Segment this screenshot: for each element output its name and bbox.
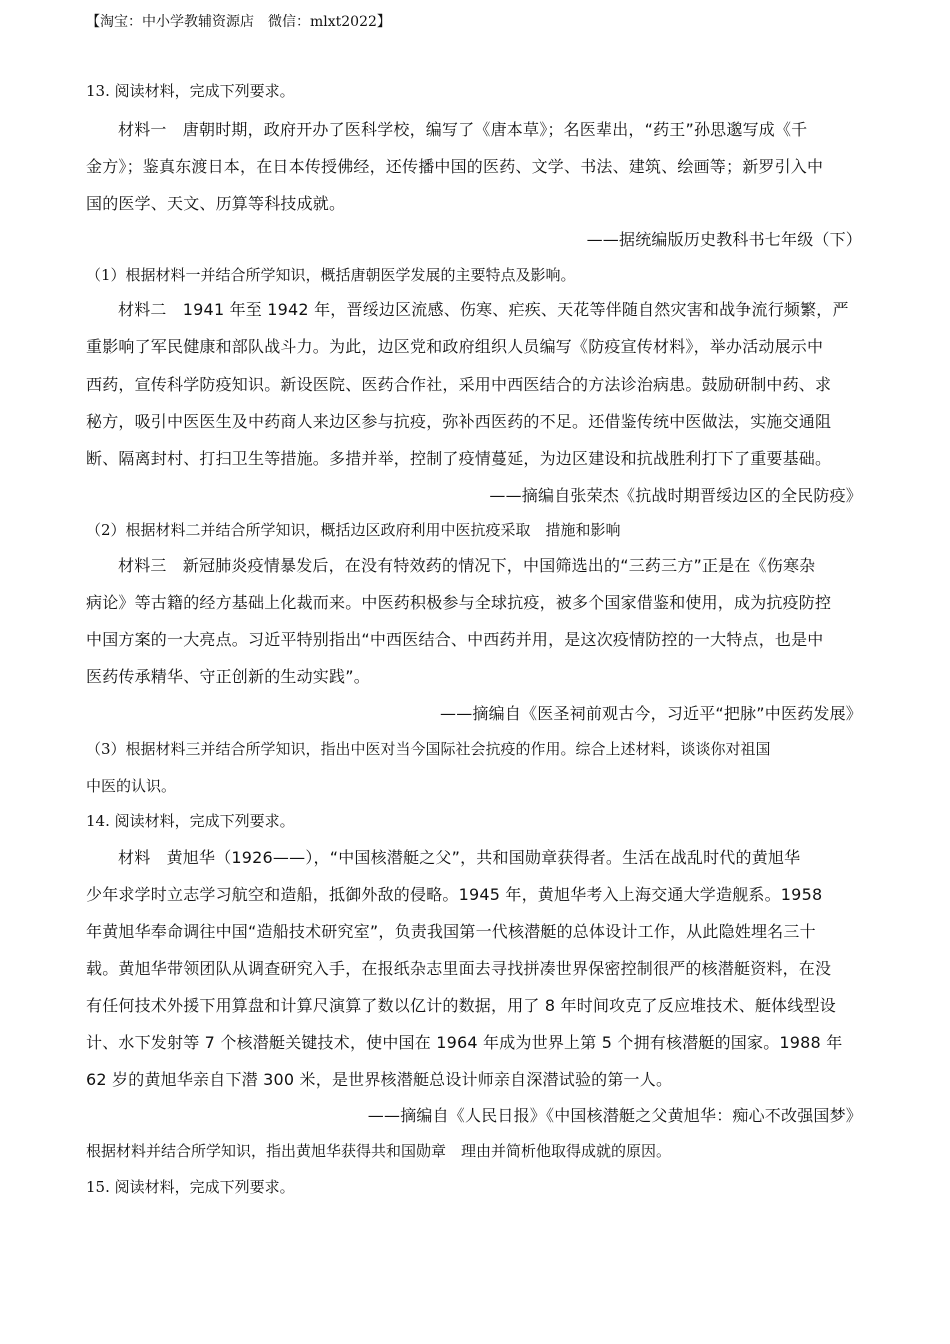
- q13-material2-line3: 西药，宣传科学防疫知识。新设医院、医药合作社，采用中西医结合的方法诊治病患。鼓励研制中药、求: [86, 375, 832, 394]
- q13-question1: （1）根据材料一并结合所学知识，概括唐朝医学发展的主要特点及影响。: [86, 266, 576, 284]
- q14-question: 根据材料并结合所学知识，指出黄旭华获得共和国勋章 理由并简析他取得成就的原因。: [86, 1142, 672, 1160]
- q13-material3-source: ——摘编自《医圣祠前观古今，习近平“把脉”中医药发展》: [440, 704, 862, 723]
- q13-material2-line1: 材料二 1941 年至 1942 年，晋绥边区流感、伤寒、疟疾、天花等伴随自然灾害和战争流行频繁，严: [118, 300, 849, 319]
- q13-material3-line2: 病论》等古籍的经方基础上化裁而来。中医药积极参与全球抗疫，被多个国家借鉴和使用，成为抗疫防控: [86, 593, 832, 612]
- q13-material2-line2: 重影响了军民健康和部队战斗力。为此，边区党和政府组织人员编写《防疫宣传材料》，举办活动展示中: [86, 337, 824, 356]
- q13-material3-line4: 医药传承精华、守正创新的生动实践”。: [86, 667, 370, 686]
- q13-material2-line5: 断、隔离封村、打扫卫生等措施。多措并举，控制了疫情蔓延，为边区建设和抗战胜利打下了重要基础。: [86, 449, 832, 468]
- q13-material1-source: ——据统编版历史教科书七年级（下）: [586, 230, 862, 249]
- q13-question2: （2）根据材料二并结合所学知识，概括边区政府利用中医抗疫采取 措施和影响: [86, 521, 621, 539]
- q13-material3-line1: 材料三 新冠肺炎疫情暴发后，在没有特效药的情况下，中国筛选出的“三药三方”正是在《伤寒杂: [118, 556, 816, 575]
- q13-material1-line3: 国的医学、天文、历算等科技成就。: [86, 194, 346, 213]
- q13-material3-line3: 中国方案的一大亮点。习近平特别指出“中西医结合、中西药并用，是这次疫情防控的一大特点，也是中: [86, 630, 824, 649]
- q15-title: 15. 阅读材料，完成下列要求。: [86, 1178, 295, 1196]
- q14-material-line2: 少年求学时立志学习航空和造船，抵御外敌的侵略。1945 年，黄旭华考入上海交通大学造舰系。1958: [86, 885, 823, 904]
- q13-question3-line1: （3）根据材料三并结合所学知识，指出中医对当今国际社会抗疫的作用。综合上述材料，谈谈你对祖国: [86, 740, 771, 758]
- q14-material-line4: 载。黄旭华带领团队从调查研究入手，在报纸杂志里面去寻找拼凑世界保密控制很严的核潜艇资料，在没: [86, 959, 832, 978]
- q13-material2-source: ——摘编自张荣杰《抗战时期晋绥边区的全民防疫》: [489, 486, 862, 505]
- q14-material-line3: 年黄旭华奉命调往中国“造船技术研究室”，负责我国第一代核潜艇的总体设计工作，从此隐姓埋名三十: [86, 922, 816, 941]
- q13-title: 13. 阅读材料，完成下列要求。: [86, 82, 295, 100]
- page-header: 【淘宝：中小学教辅资源店 微信：mlxt2022】: [86, 14, 391, 30]
- q13-material1-line1: 材料一 唐朝时期，政府开办了医科学校，编写了《唐本草》；名医辈出，“药王”孙思邈写成《千: [118, 120, 808, 139]
- q14-title: 14. 阅读材料，完成下列要求。: [86, 812, 295, 830]
- q14-source: ——摘编自《人民日报》《中国核潜艇之父黄旭华：痴心不改强国梦》: [367, 1106, 862, 1125]
- q13-question3-line2: 中医的认识。: [86, 777, 177, 795]
- q14-material-line7: 62 岁的黄旭华亲自下潜 300 米，是世界核潜艇总设计师亲自深潜试验的第一人。: [86, 1070, 673, 1089]
- q14-material-line1: 材料 黄旭华（1926——），“中国核潜艇之父”，共和国勋章获得者。生活在战乱时代的黄旭华: [118, 848, 801, 867]
- q14-material-line6: 计、水下发射等 7 个核潜艇关键技术，使中国在 1964 年成为世界上第 5 个拥有核潜艇的国家。1988 年: [86, 1033, 843, 1052]
- q13-material1-line2: 金方》；鉴真东渡日本，在日本传授佛经，还传播中国的医药、文学、书法、建筑、绘画等；新罗引入中: [86, 157, 824, 176]
- q14-material-line5: 有任何技术外援下用算盘和计算尺演算了数以亿计的数据，用了 8 年时间攻克了反应堆技术、艇体线型设: [86, 996, 836, 1015]
- q13-material2-line4: 秘方，吸引中医医生及中药商人来边区参与抗疫，弥补西医药的不足。还借鉴传统中医做法，实施交通阻: [86, 412, 832, 431]
